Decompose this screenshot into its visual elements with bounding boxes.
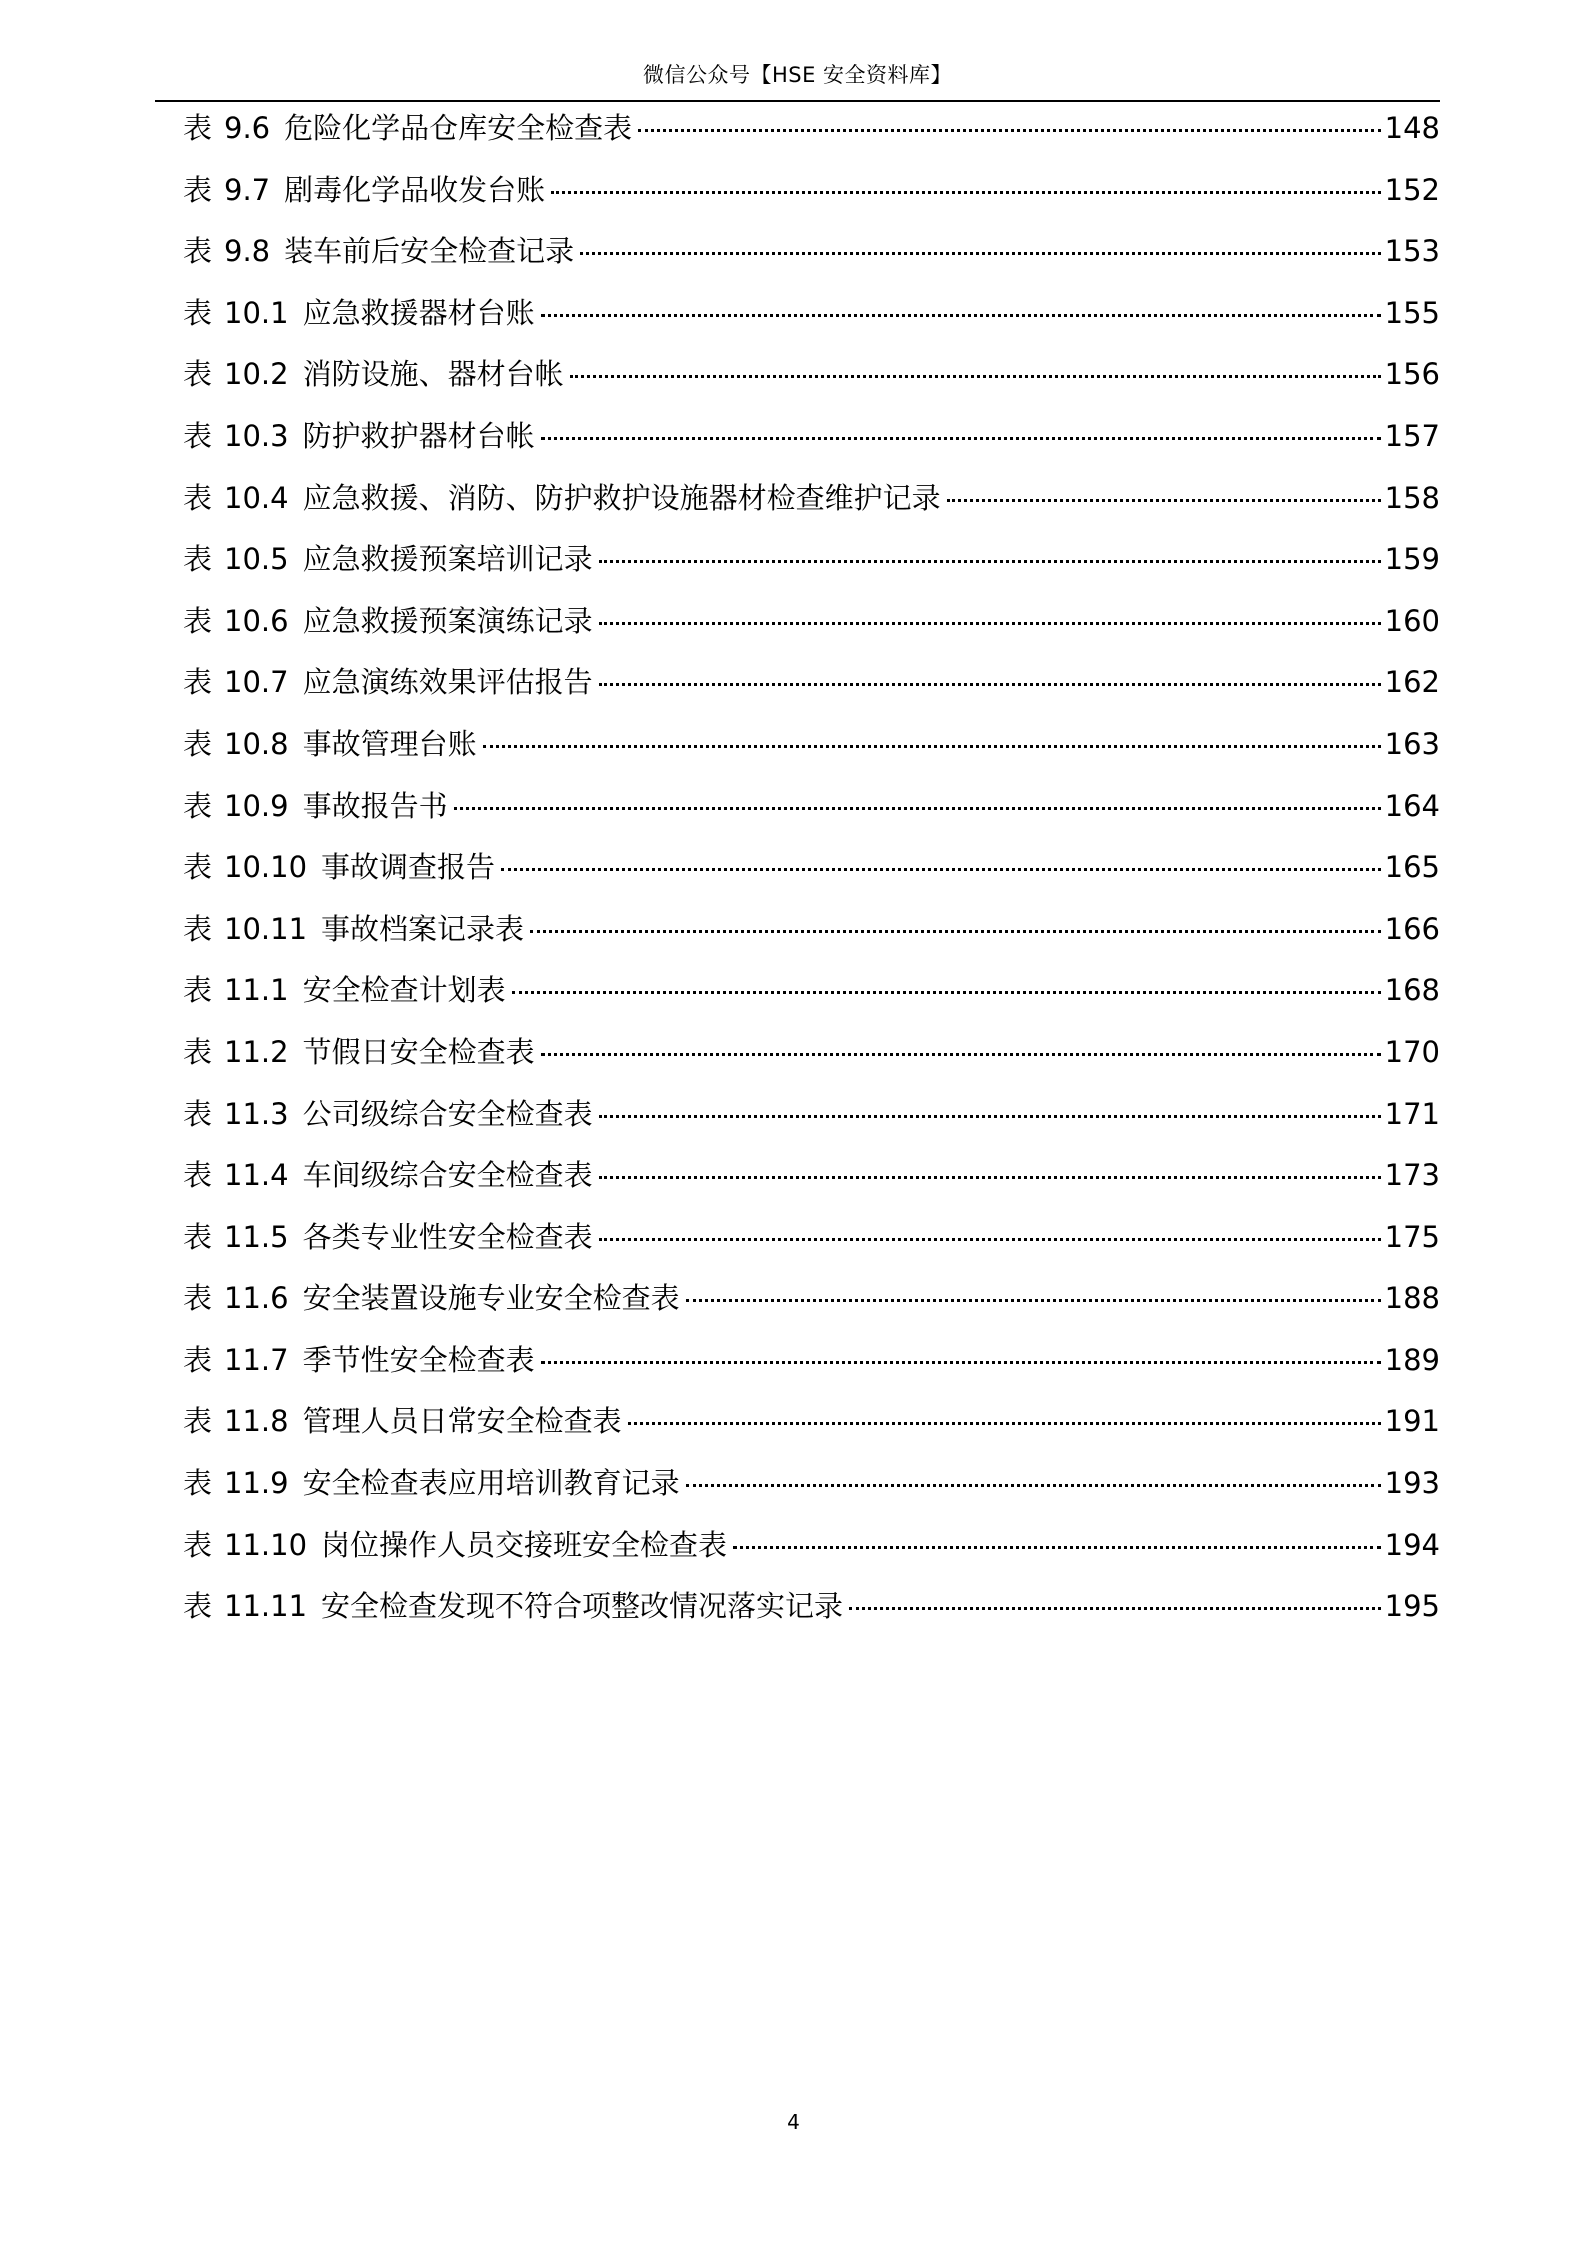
toc-dot-leader bbox=[541, 1361, 1381, 1364]
toc-entry-number: 10.3 bbox=[224, 418, 289, 453]
toc-entry-page: 159 bbox=[1384, 542, 1440, 577]
toc-entry-label bbox=[183, 1339, 535, 1381]
toc-entry-label bbox=[183, 292, 535, 334]
toc-entry-label bbox=[183, 1524, 727, 1566]
toc-entry-label bbox=[183, 107, 632, 149]
toc-entry-title: 应急演练效果评估报告 bbox=[302, 665, 593, 700]
toc-entry-prefix: 表 bbox=[183, 1158, 213, 1193]
toc-entry[interactable] bbox=[183, 538, 1440, 600]
toc-entry-title: 公司级综合安全检查表 bbox=[302, 1096, 593, 1131]
toc-entry-page: 193 bbox=[1384, 1466, 1440, 1501]
toc-entry-label bbox=[183, 169, 545, 211]
toc-entry-page: 162 bbox=[1384, 665, 1440, 700]
toc-entry-title: 岗位操作人员交接班安全检查表 bbox=[321, 1527, 728, 1562]
toc-entry-title: 安全检查发现不符合项整改情况落实记录 bbox=[321, 1589, 844, 1624]
toc-entry-title: 事故调查报告 bbox=[321, 850, 496, 885]
toc-entry-page: 191 bbox=[1384, 1404, 1440, 1439]
toc-entry-number: 9.7 bbox=[224, 172, 271, 207]
toc-entry-number: 11.11 bbox=[224, 1589, 308, 1624]
toc-entry-number: 10.2 bbox=[224, 357, 289, 392]
toc-entry-title: 安全装置设施专业安全检查表 bbox=[302, 1281, 680, 1316]
toc-dot-leader bbox=[541, 1053, 1381, 1056]
toc-entry[interactable] bbox=[183, 1585, 1440, 1647]
toc-entry-prefix: 表 bbox=[183, 1034, 213, 1069]
toc-entry-page: 175 bbox=[1384, 1219, 1440, 1254]
toc-entry-number: 10.4 bbox=[224, 480, 289, 515]
toc-entry-title: 剧毒化学品收发台账 bbox=[284, 172, 546, 207]
toc-entry-label bbox=[183, 908, 524, 950]
toc-entry-label bbox=[183, 969, 506, 1011]
toc-entry[interactable] bbox=[183, 292, 1440, 354]
toc-entry-title: 应急救援、消防、防护救护设施器材检查维护记录 bbox=[302, 480, 941, 515]
toc-entry-prefix: 表 bbox=[183, 726, 213, 761]
toc-entry-number: 9.6 bbox=[224, 111, 271, 145]
toc-entry-title: 安全检查计划表 bbox=[302, 973, 506, 1008]
toc-entry-prefix: 表 bbox=[183, 1219, 213, 1254]
toc-entry-prefix: 表 bbox=[183, 973, 213, 1008]
toc-entry[interactable] bbox=[183, 600, 1440, 662]
toc-entry-page: 168 bbox=[1384, 973, 1440, 1008]
toc-dot-leader bbox=[733, 1546, 1381, 1549]
toc-dot-leader bbox=[541, 314, 1381, 317]
toc-entry-number: 10.7 bbox=[224, 665, 289, 700]
toc-entry-label bbox=[183, 1585, 843, 1627]
page-number: 4 bbox=[787, 2110, 800, 2134]
toc-entry-label bbox=[183, 661, 593, 703]
toc-entry[interactable] bbox=[183, 661, 1440, 723]
toc-entry[interactable] bbox=[183, 107, 1440, 169]
toc-entry-title: 危险化学品仓库安全检查表 bbox=[284, 111, 633, 145]
toc-entry-page: 163 bbox=[1384, 726, 1440, 761]
toc-dot-leader bbox=[599, 1238, 1381, 1241]
toc-dot-leader bbox=[599, 622, 1381, 625]
toc-entry[interactable] bbox=[183, 353, 1440, 415]
header-text: 微信公众号【HSE 安全资料库】 bbox=[642, 63, 953, 87]
toc-entry-number: 10.9 bbox=[224, 788, 289, 823]
toc-entry[interactable] bbox=[183, 1031, 1440, 1093]
toc-entry[interactable] bbox=[183, 169, 1440, 231]
toc-entry[interactable] bbox=[183, 969, 1440, 1031]
toc-entry-number: 11.6 bbox=[224, 1281, 289, 1316]
toc-entry[interactable] bbox=[183, 415, 1440, 477]
toc-entry[interactable] bbox=[183, 477, 1440, 539]
toc-entry-page: 160 bbox=[1384, 603, 1440, 638]
toc-entry[interactable] bbox=[183, 723, 1440, 785]
toc-entry[interactable] bbox=[183, 1524, 1440, 1586]
toc-dot-leader bbox=[686, 1484, 1381, 1487]
toc-entry-title: 事故报告书 bbox=[302, 788, 448, 823]
toc-entry-prefix: 表 bbox=[183, 172, 213, 207]
toc-dot-leader bbox=[454, 807, 1381, 810]
toc-entry-page: 156 bbox=[1384, 357, 1440, 392]
toc-dot-leader bbox=[686, 1299, 1381, 1302]
toc-entry[interactable] bbox=[183, 1277, 1440, 1339]
toc-entry-page: 171 bbox=[1384, 1096, 1440, 1131]
toc-entry[interactable] bbox=[183, 230, 1440, 292]
toc-entry-prefix: 表 bbox=[183, 111, 213, 145]
toc-dot-leader bbox=[551, 191, 1380, 194]
toc-entry-page: 164 bbox=[1384, 788, 1440, 823]
toc-entry[interactable] bbox=[183, 1339, 1440, 1401]
toc-entry-prefix: 表 bbox=[183, 1404, 213, 1439]
toc-entry-label bbox=[183, 1216, 593, 1258]
toc-entry-page: 189 bbox=[1384, 1342, 1440, 1377]
table-of-contents bbox=[183, 107, 1440, 1647]
toc-entry-number: 10.10 bbox=[224, 850, 308, 885]
toc-entry-number: 11.7 bbox=[224, 1342, 289, 1377]
toc-entry[interactable] bbox=[183, 1216, 1440, 1278]
toc-entry-prefix: 表 bbox=[183, 234, 213, 269]
toc-entry-title: 车间级综合安全检查表 bbox=[302, 1158, 593, 1193]
toc-entry-title: 事故管理台账 bbox=[302, 726, 477, 761]
toc-entry-prefix: 表 bbox=[183, 603, 213, 638]
toc-dot-leader bbox=[580, 252, 1380, 255]
toc-entry-title: 消防设施、器材台帐 bbox=[302, 357, 564, 392]
toc-entry-label bbox=[183, 415, 535, 457]
toc-entry-prefix: 表 bbox=[183, 788, 213, 823]
toc-entry-label bbox=[183, 846, 495, 888]
toc-dot-leader bbox=[570, 375, 1381, 378]
toc-entry-label bbox=[183, 477, 941, 519]
toc-entry-title: 各类专业性安全检查表 bbox=[302, 1219, 593, 1254]
toc-entry[interactable] bbox=[183, 846, 1440, 908]
toc-dot-leader bbox=[628, 1422, 1381, 1425]
toc-dot-leader bbox=[599, 1115, 1381, 1118]
toc-entry-prefix: 表 bbox=[183, 911, 213, 946]
toc-entry-number: 11.8 bbox=[224, 1404, 289, 1439]
toc-dot-leader bbox=[599, 560, 1381, 563]
toc-entry[interactable] bbox=[183, 1400, 1440, 1462]
toc-entry-label bbox=[183, 1462, 680, 1504]
toc-entry-label bbox=[183, 1400, 622, 1442]
toc-entry[interactable] bbox=[183, 785, 1440, 847]
toc-entry-label bbox=[183, 600, 593, 642]
toc-entry-prefix: 表 bbox=[183, 480, 213, 515]
toc-entry-number: 11.9 bbox=[224, 1466, 289, 1501]
toc-entry-prefix: 表 bbox=[183, 1096, 213, 1131]
toc-entry-page: 195 bbox=[1384, 1589, 1440, 1624]
toc-entry-page: 173 bbox=[1384, 1158, 1440, 1193]
toc-entry-title: 应急救援预案演练记录 bbox=[302, 603, 593, 638]
toc-entry-title: 装车前后安全检查记录 bbox=[284, 234, 575, 269]
toc-entry[interactable] bbox=[183, 908, 1440, 970]
toc-entry-number: 10.11 bbox=[224, 911, 308, 946]
toc-entry-page: 158 bbox=[1384, 480, 1440, 515]
toc-entry-prefix: 表 bbox=[183, 418, 213, 453]
toc-entry-number: 11.3 bbox=[224, 1096, 289, 1131]
toc-entry[interactable] bbox=[183, 1093, 1440, 1155]
toc-entry-page: 166 bbox=[1384, 911, 1440, 946]
toc-entry-label bbox=[183, 785, 448, 827]
toc-dot-leader bbox=[638, 129, 1380, 132]
toc-entry-label bbox=[183, 1154, 593, 1196]
toc-entry-title: 事故档案记录表 bbox=[321, 911, 525, 946]
toc-entry-title: 安全检查表应用培训教育记录 bbox=[302, 1466, 680, 1501]
toc-dot-leader bbox=[512, 991, 1381, 994]
toc-entry-prefix: 表 bbox=[183, 1342, 213, 1377]
toc-entry-prefix: 表 bbox=[183, 850, 213, 885]
toc-entry-page: 153 bbox=[1384, 234, 1440, 269]
toc-dot-leader bbox=[501, 868, 1381, 871]
toc-entry-page: 188 bbox=[1384, 1281, 1440, 1316]
toc-entry-title: 节假日安全检查表 bbox=[302, 1034, 535, 1069]
toc-dot-leader bbox=[947, 499, 1381, 502]
toc-entry-label bbox=[183, 1031, 535, 1073]
toc-entry-number: 10.5 bbox=[224, 542, 289, 577]
toc-entry-number: 11.4 bbox=[224, 1158, 289, 1193]
toc-entry-label bbox=[183, 723, 477, 765]
toc-entry[interactable] bbox=[183, 1462, 1440, 1524]
toc-entry-label bbox=[183, 230, 574, 272]
toc-entry-number: 9.8 bbox=[224, 234, 271, 269]
toc-entry-page: 148 bbox=[1384, 111, 1440, 145]
toc-dot-leader bbox=[530, 930, 1381, 933]
toc-entry-page: 152 bbox=[1384, 172, 1440, 207]
toc-dot-leader bbox=[849, 1607, 1381, 1610]
page-header bbox=[155, 62, 1440, 102]
toc-entry-number: 11.10 bbox=[224, 1527, 308, 1562]
toc-entry-label bbox=[183, 353, 564, 395]
toc-entry-number: 10.8 bbox=[224, 726, 289, 761]
toc-dot-leader bbox=[599, 683, 1381, 686]
toc-entry-title: 季节性安全检查表 bbox=[302, 1342, 535, 1377]
toc-entry-prefix: 表 bbox=[183, 357, 213, 392]
toc-dot-leader bbox=[541, 437, 1381, 440]
toc-entry-number: 10.6 bbox=[224, 603, 289, 638]
toc-entry-label bbox=[183, 1093, 593, 1135]
toc-entry-label bbox=[183, 538, 593, 580]
toc-entry-page: 155 bbox=[1384, 295, 1440, 330]
toc-entry-page: 170 bbox=[1384, 1034, 1440, 1069]
toc-entry-number: 10.1 bbox=[224, 295, 289, 330]
toc-entry-prefix: 表 bbox=[183, 1589, 213, 1624]
toc-entry-prefix: 表 bbox=[183, 665, 213, 700]
toc-entry-title: 应急救援器材台账 bbox=[302, 295, 535, 330]
toc-entry-title: 应急救援预案培训记录 bbox=[302, 542, 593, 577]
toc-entry-page: 194 bbox=[1384, 1527, 1440, 1562]
toc-entry[interactable] bbox=[183, 1154, 1440, 1216]
toc-entry-title: 防护救护器材台帐 bbox=[302, 418, 535, 453]
toc-entry-label bbox=[183, 1277, 680, 1319]
toc-entry-number: 11.2 bbox=[224, 1034, 289, 1069]
toc-entry-number: 11.5 bbox=[224, 1219, 289, 1254]
toc-dot-leader bbox=[599, 1176, 1381, 1179]
toc-entry-number: 11.1 bbox=[224, 973, 289, 1008]
toc-entry-prefix: 表 bbox=[183, 1466, 213, 1501]
toc-entry-title: 管理人员日常安全检查表 bbox=[302, 1404, 622, 1439]
toc-dot-leader bbox=[483, 745, 1381, 748]
toc-entry-page: 157 bbox=[1384, 418, 1440, 453]
toc-entry-page: 165 bbox=[1384, 850, 1440, 885]
toc-entry-prefix: 表 bbox=[183, 542, 213, 577]
toc-entry-prefix: 表 bbox=[183, 1281, 213, 1316]
toc-entry-prefix: 表 bbox=[183, 1527, 213, 1562]
toc-entry-prefix: 表 bbox=[183, 295, 213, 330]
